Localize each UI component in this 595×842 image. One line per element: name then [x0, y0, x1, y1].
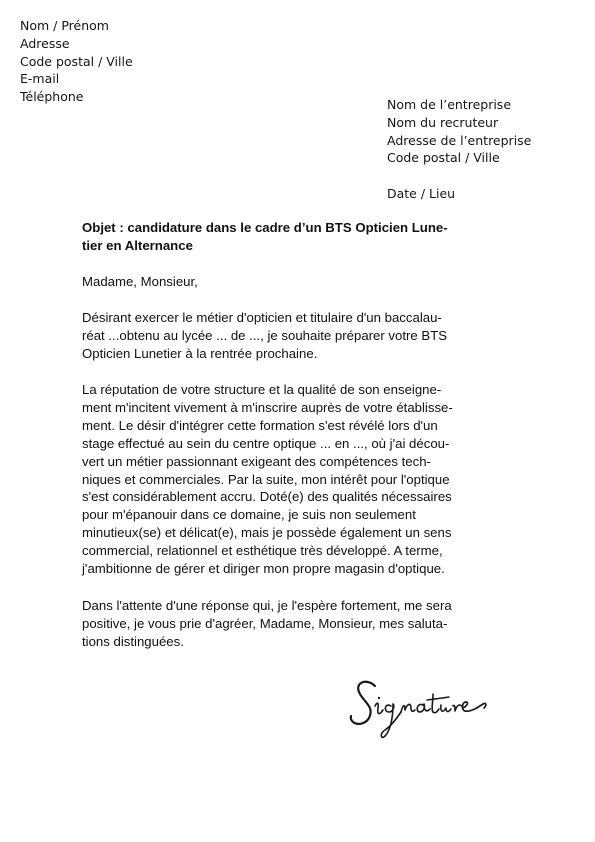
paragraph-2 [82, 381, 512, 578]
paragraph-line: stage effectué au sein du centre optique ... en ..., où j'ai décou- [82, 435, 450, 451]
sender-phone: Téléphone [20, 89, 84, 105]
paragraph-line: minutieux(se) et délicat(e), mais je possède également un sens [82, 525, 452, 541]
salutation: Madame, Monsieur, [82, 274, 198, 289]
paragraph-line: commercial, relationnel et esthétique très développé. A terme, [82, 543, 443, 559]
sender-postal-city: Code postal / Ville [20, 53, 133, 69]
recipient-address: Adresse de l’entreprise [387, 132, 532, 148]
recipient-block [387, 96, 531, 203]
date-place: Date / Lieu [387, 186, 456, 202]
paragraph-line: positive, je vous prie d'agréer, Madame, Monsieur, mes saluta- [82, 615, 448, 631]
recipient-company: Nom de l’entreprise [387, 97, 512, 112]
subject-line-1: Objet : candidature dans le cadre d’un BTS Opticien Lune- [82, 220, 448, 235]
paragraph-line: s'est considérablement accru. Doté(e) des qualités nécessaires [82, 489, 452, 505]
paragraph-line: ment. Le désir d'intégrer cette formation s'est révélé lors d'un [82, 417, 438, 433]
paragraph-line: niques et commerciales. Par la suite, mon intérêt pour l'optique [82, 471, 450, 487]
recipient-postal-city: Code postal / Ville [387, 150, 500, 166]
paragraph-line: La réputation de votre structure et la qualité de son enseigne- [82, 382, 442, 397]
signature-image [345, 672, 490, 742]
paragraph-line: tions distinguées. [82, 633, 184, 649]
paragraph-line: vert un métier passionnant exigeant des compétences tech- [82, 453, 431, 469]
sender-address: Adresse [20, 35, 70, 51]
paragraph-line: pour m'épanouir dans ce domaine, je suis non seulement [82, 507, 416, 523]
paragraph-line: Désirant exercer le métier d'opticien et titulaire d'un baccalau- [82, 310, 442, 325]
paragraph-line: Dans l'attente d'une réponse qui, je l'espère fortement, me sera [82, 598, 452, 613]
sender-name: Nom / Prénom [20, 18, 109, 33]
sender-block [20, 17, 133, 106]
paragraph-1 [82, 309, 512, 363]
recipient-recruiter: Nom du recruteur [387, 114, 499, 130]
subject-line-2: tier en Alternance [82, 237, 193, 253]
paragraph-line: ment m'incitent vivement à m'inscrire auprès de votre établisse- [82, 399, 453, 415]
paragraph-3 [82, 597, 512, 651]
subject-line [82, 219, 512, 255]
paragraph-line: j'ambitionne de gérer et diriger mon propre magasin d'optique. [82, 561, 445, 577]
paragraph-line: réat ...obtenu au lycée ... de ..., je souhaite préparer votre BTS [82, 327, 448, 343]
sender-email: E-mail [20, 71, 60, 87]
paragraph-line: Opticien Lunetier à la rentrée prochaine. [82, 345, 318, 361]
